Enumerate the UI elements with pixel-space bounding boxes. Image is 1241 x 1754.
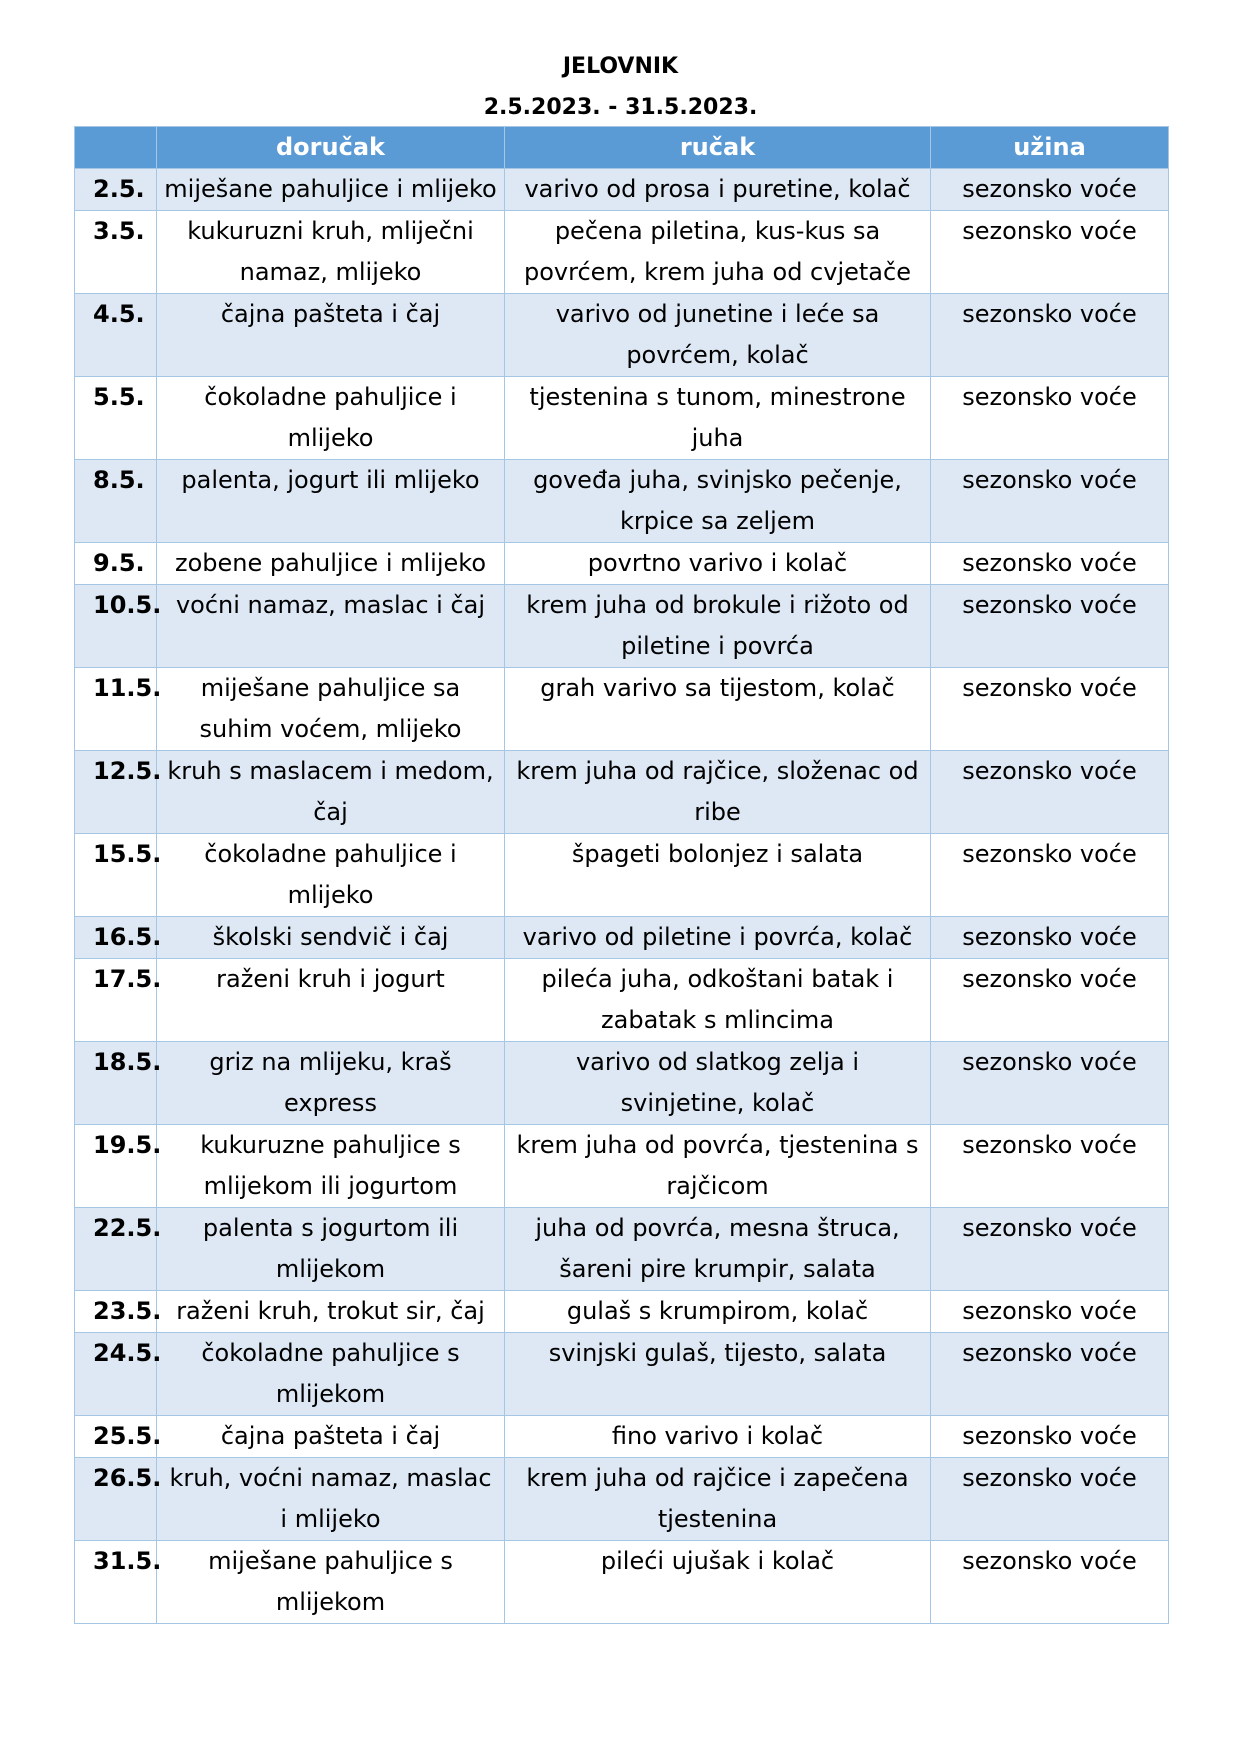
lunch-cell: krem juha od rajčice, složenac od ribe [505, 751, 931, 834]
table-header-row [75, 127, 1169, 169]
table-row [75, 1291, 1169, 1333]
lunch-cell: goveđa juha, svinjsko pečenje, krpice sa zeljem [505, 460, 931, 543]
table-row [75, 294, 1169, 377]
snack-cell: sezonsko voće [931, 917, 1169, 959]
date-cell: 16.5. [75, 917, 157, 959]
snack-cell: sezonsko voće [931, 834, 1169, 917]
table-row [75, 917, 1169, 959]
date-cell: 8.5. [75, 460, 157, 543]
date-cell: 26.5. [75, 1458, 157, 1541]
breakfast-cell: čokoladne pahuljice i mlijeko [157, 377, 505, 460]
header-breakfast: doručak [157, 127, 505, 169]
table-row [75, 668, 1169, 751]
table-row [75, 1042, 1169, 1125]
breakfast-cell: kruh s maslacem i medom, čaj [157, 751, 505, 834]
menu-table-body [75, 169, 1169, 1624]
lunch-cell: špageti bolonjez i salata [505, 834, 931, 917]
lunch-cell: pileća juha, odkoštani batak i zabatak s mlincima [505, 959, 931, 1042]
table-row [75, 1208, 1169, 1291]
breakfast-cell: čajna pašteta i čaj [157, 1416, 505, 1458]
date-cell: 25.5. [75, 1416, 157, 1458]
lunch-cell: varivo od junetine i leće sa povrćem, kolač [505, 294, 931, 377]
breakfast-cell: palenta s jogurtom ili mlijekom [157, 1208, 505, 1291]
date-cell: 19.5. [75, 1125, 157, 1208]
breakfast-cell: palenta, jogurt ili mlijeko [157, 460, 505, 543]
table-row [75, 169, 1169, 211]
date-cell: 17.5. [75, 959, 157, 1042]
date-cell: 9.5. [75, 543, 157, 585]
table-row [75, 1416, 1169, 1458]
lunch-cell: varivo od prosa i puretine, kolač [505, 169, 931, 211]
snack-cell: sezonsko voće [931, 169, 1169, 211]
breakfast-cell: čokoladne pahuljice s mlijekom [157, 1333, 505, 1416]
date-cell: 31.5. [75, 1541, 157, 1624]
date-cell: 24.5. [75, 1333, 157, 1416]
snack-cell: sezonsko voće [931, 1416, 1169, 1458]
lunch-cell: pileći ujušak i kolač [505, 1541, 931, 1624]
date-cell: 10.5. [75, 585, 157, 668]
snack-cell: sezonsko voće [931, 460, 1169, 543]
date-cell: 22.5. [75, 1208, 157, 1291]
snack-cell: sezonsko voće [931, 959, 1169, 1042]
table-row [75, 1125, 1169, 1208]
table-row [75, 1541, 1169, 1624]
header-date [75, 127, 157, 169]
snack-cell: sezonsko voće [931, 543, 1169, 585]
lunch-cell: tjestenina s tunom, minestrone juha [505, 377, 931, 460]
table-row [75, 377, 1169, 460]
lunch-cell: krem juha od povrća, tjestenina s rajčicom [505, 1125, 931, 1208]
lunch-cell: povrtno varivo i kolač [505, 543, 931, 585]
date-cell: 3.5. [75, 211, 157, 294]
document-header [0, 46, 1241, 128]
lunch-cell: pečena piletina, kus-kus sa povrćem, krem juha od cvjetače [505, 211, 931, 294]
snack-cell: sezonsko voće [931, 1458, 1169, 1541]
date-cell: 4.5. [75, 294, 157, 377]
lunch-cell: krem juha od rajčice i zapečena tjestenina [505, 1458, 931, 1541]
table-row [75, 834, 1169, 917]
table-row [75, 751, 1169, 834]
snack-cell: sezonsko voće [931, 1291, 1169, 1333]
lunch-cell: svinjski gulaš, tijesto, salata [505, 1333, 931, 1416]
table-row [75, 543, 1169, 585]
date-cell: 2.5. [75, 169, 157, 211]
breakfast-cell: zobene pahuljice i mlijeko [157, 543, 505, 585]
menu-table [74, 126, 1169, 1624]
snack-cell: sezonsko voće [931, 751, 1169, 834]
breakfast-cell: kukuruzne pahuljice s mlijekom ili jogurtom [157, 1125, 505, 1208]
snack-cell: sezonsko voće [931, 294, 1169, 377]
date-cell: 23.5. [75, 1291, 157, 1333]
breakfast-cell: čajna pašteta i čaj [157, 294, 505, 377]
lunch-cell: krem juha od brokule i rižoto od piletine i povrća [505, 585, 931, 668]
table-row [75, 959, 1169, 1042]
date-cell: 11.5. [75, 668, 157, 751]
header-snack: užina [931, 127, 1169, 169]
breakfast-cell: miješane pahuljice sa suhim voćem, mlijeko [157, 668, 505, 751]
table-row [75, 211, 1169, 294]
breakfast-cell: miješane pahuljice i mlijeko [157, 169, 505, 211]
breakfast-cell: školski sendvič i čaj [157, 917, 505, 959]
snack-cell: sezonsko voće [931, 1208, 1169, 1291]
snack-cell: sezonsko voće [931, 668, 1169, 751]
breakfast-cell: raženi kruh i jogurt [157, 959, 505, 1042]
date-cell: 12.5. [75, 751, 157, 834]
table-row [75, 585, 1169, 668]
snack-cell: sezonsko voće [931, 1125, 1169, 1208]
snack-cell: sezonsko voće [931, 585, 1169, 668]
breakfast-cell: kukuruzni kruh, mliječni namaz, mlijeko [157, 211, 505, 294]
date-range: 2.5.2023. - 31.5.2023. [483, 95, 758, 120]
page-title: JELOVNIK [562, 54, 679, 79]
breakfast-cell: čokoladne pahuljice i mlijeko [157, 834, 505, 917]
breakfast-cell: raženi kruh, trokut sir, čaj [157, 1291, 505, 1333]
snack-cell: sezonsko voće [931, 377, 1169, 460]
snack-cell: sezonsko voće [931, 1042, 1169, 1125]
header-lunch: ručak [505, 127, 931, 169]
date-cell: 15.5. [75, 834, 157, 917]
table-row [75, 460, 1169, 543]
breakfast-cell: kruh, voćni namaz, maslac i mlijeko [157, 1458, 505, 1541]
date-cell: 18.5. [75, 1042, 157, 1125]
lunch-cell: varivo od slatkog zelja i svinjetine, kolač [505, 1042, 931, 1125]
lunch-cell: grah varivo sa tijestom, kolač [505, 668, 931, 751]
lunch-cell: gulaš s krumpirom, kolač [505, 1291, 931, 1333]
lunch-cell: juha od povrća, mesna štruca, šareni pire krumpir, salata [505, 1208, 931, 1291]
breakfast-cell: voćni namaz, maslac i čaj [157, 585, 505, 668]
snack-cell: sezonsko voće [931, 1333, 1169, 1416]
table-row [75, 1458, 1169, 1541]
date-cell: 5.5. [75, 377, 157, 460]
lunch-cell: varivo od piletine i povrća, kolač [505, 917, 931, 959]
snack-cell: sezonsko voće [931, 211, 1169, 294]
lunch-cell: fino varivo i kolač [505, 1416, 931, 1458]
breakfast-cell: griz na mlijeku, kraš express [157, 1042, 505, 1125]
snack-cell: sezonsko voće [931, 1541, 1169, 1624]
table-row [75, 1333, 1169, 1416]
breakfast-cell: miješane pahuljice s mlijekom [157, 1541, 505, 1624]
